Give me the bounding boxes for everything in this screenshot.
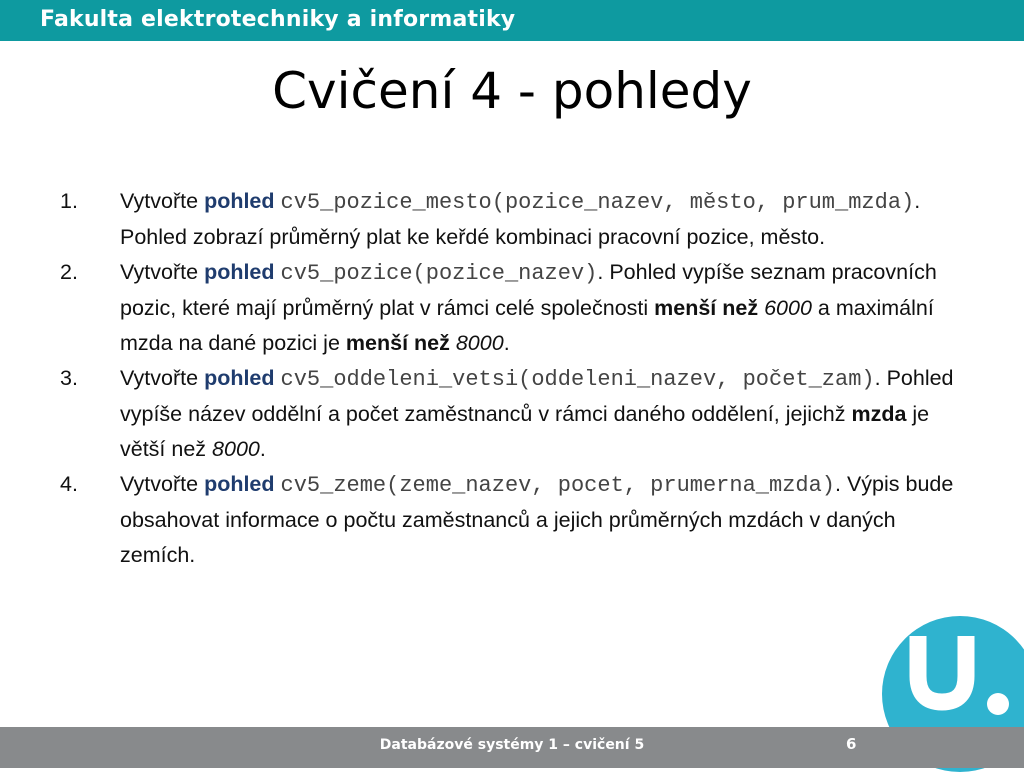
bold-text: mzda xyxy=(851,402,907,426)
logo-dot xyxy=(987,693,1009,715)
item-text: . Pohled zobrazí průměrný plat ke keřdé kombinaci pracovní pozice, město. xyxy=(120,189,921,249)
task-list xyxy=(60,184,960,573)
item-text: a maximální mzda na dané pozici je xyxy=(120,296,934,355)
item-number: 2. xyxy=(60,260,78,284)
item-text: . xyxy=(503,331,510,355)
list-item xyxy=(60,467,960,573)
footer-title: Databázové systémy 1 – cvičení 5 xyxy=(379,737,645,753)
italic-value: 8000 xyxy=(455,331,504,355)
item-text: . Pohled vypíše seznam pracovních pozic, které mají průměrný plat v rámci celé společnosti xyxy=(120,260,937,320)
list-item xyxy=(60,255,960,361)
item-number: 1. xyxy=(60,189,78,213)
item-text: . Pohled vypíše název oddělní a počet zaměstnanců v rámci daného oddělení, jejichž xyxy=(120,366,954,426)
bold-text: menší než xyxy=(345,331,450,355)
item-text: Vytvořte xyxy=(120,366,199,390)
code-text: cv5_pozice_mesto(pozice_nazev, město, prum_mzda) xyxy=(280,190,915,215)
keyword: pohled xyxy=(204,366,275,390)
code-text: cv5_pozice(pozice_nazev) xyxy=(280,261,598,286)
item-number: 4. xyxy=(60,472,78,496)
item-text: je větší než xyxy=(120,402,930,461)
keyword: pohled xyxy=(204,189,275,213)
header-bar xyxy=(0,0,1024,41)
list-item xyxy=(60,184,960,255)
list-item xyxy=(60,361,960,467)
faculty-title: Fakulta elektrotechniky a informatiky xyxy=(40,7,516,32)
code-text: cv5_zeme(zeme_nazev, pocet, prumerna_mzda) xyxy=(280,473,836,498)
item-text: Vytvořte xyxy=(120,472,199,496)
item-text: . xyxy=(259,437,266,461)
footer-bar xyxy=(0,727,1024,768)
keyword: pohled xyxy=(204,260,275,284)
italic-value: 6000 xyxy=(764,296,812,320)
slide-title: Cvičení 4 - pohledy xyxy=(272,62,752,120)
item-text: Vytvořte xyxy=(120,260,199,284)
item-text: . Výpis bude obsahovat informace o počtu zaměstnanců a jejich průměrných mzdách v daných zemích. xyxy=(120,472,954,567)
keyword: pohled xyxy=(204,472,275,496)
page-number: 6 xyxy=(846,735,857,753)
bold-text: menší než xyxy=(654,296,759,320)
item-text: Vytvořte xyxy=(120,189,199,213)
italic-value: 8000 xyxy=(212,437,260,461)
code-text: cv5_oddeleni_vetsi(oddeleni_nazev, počet_zam) xyxy=(280,367,875,392)
item-number: 3. xyxy=(60,366,78,390)
